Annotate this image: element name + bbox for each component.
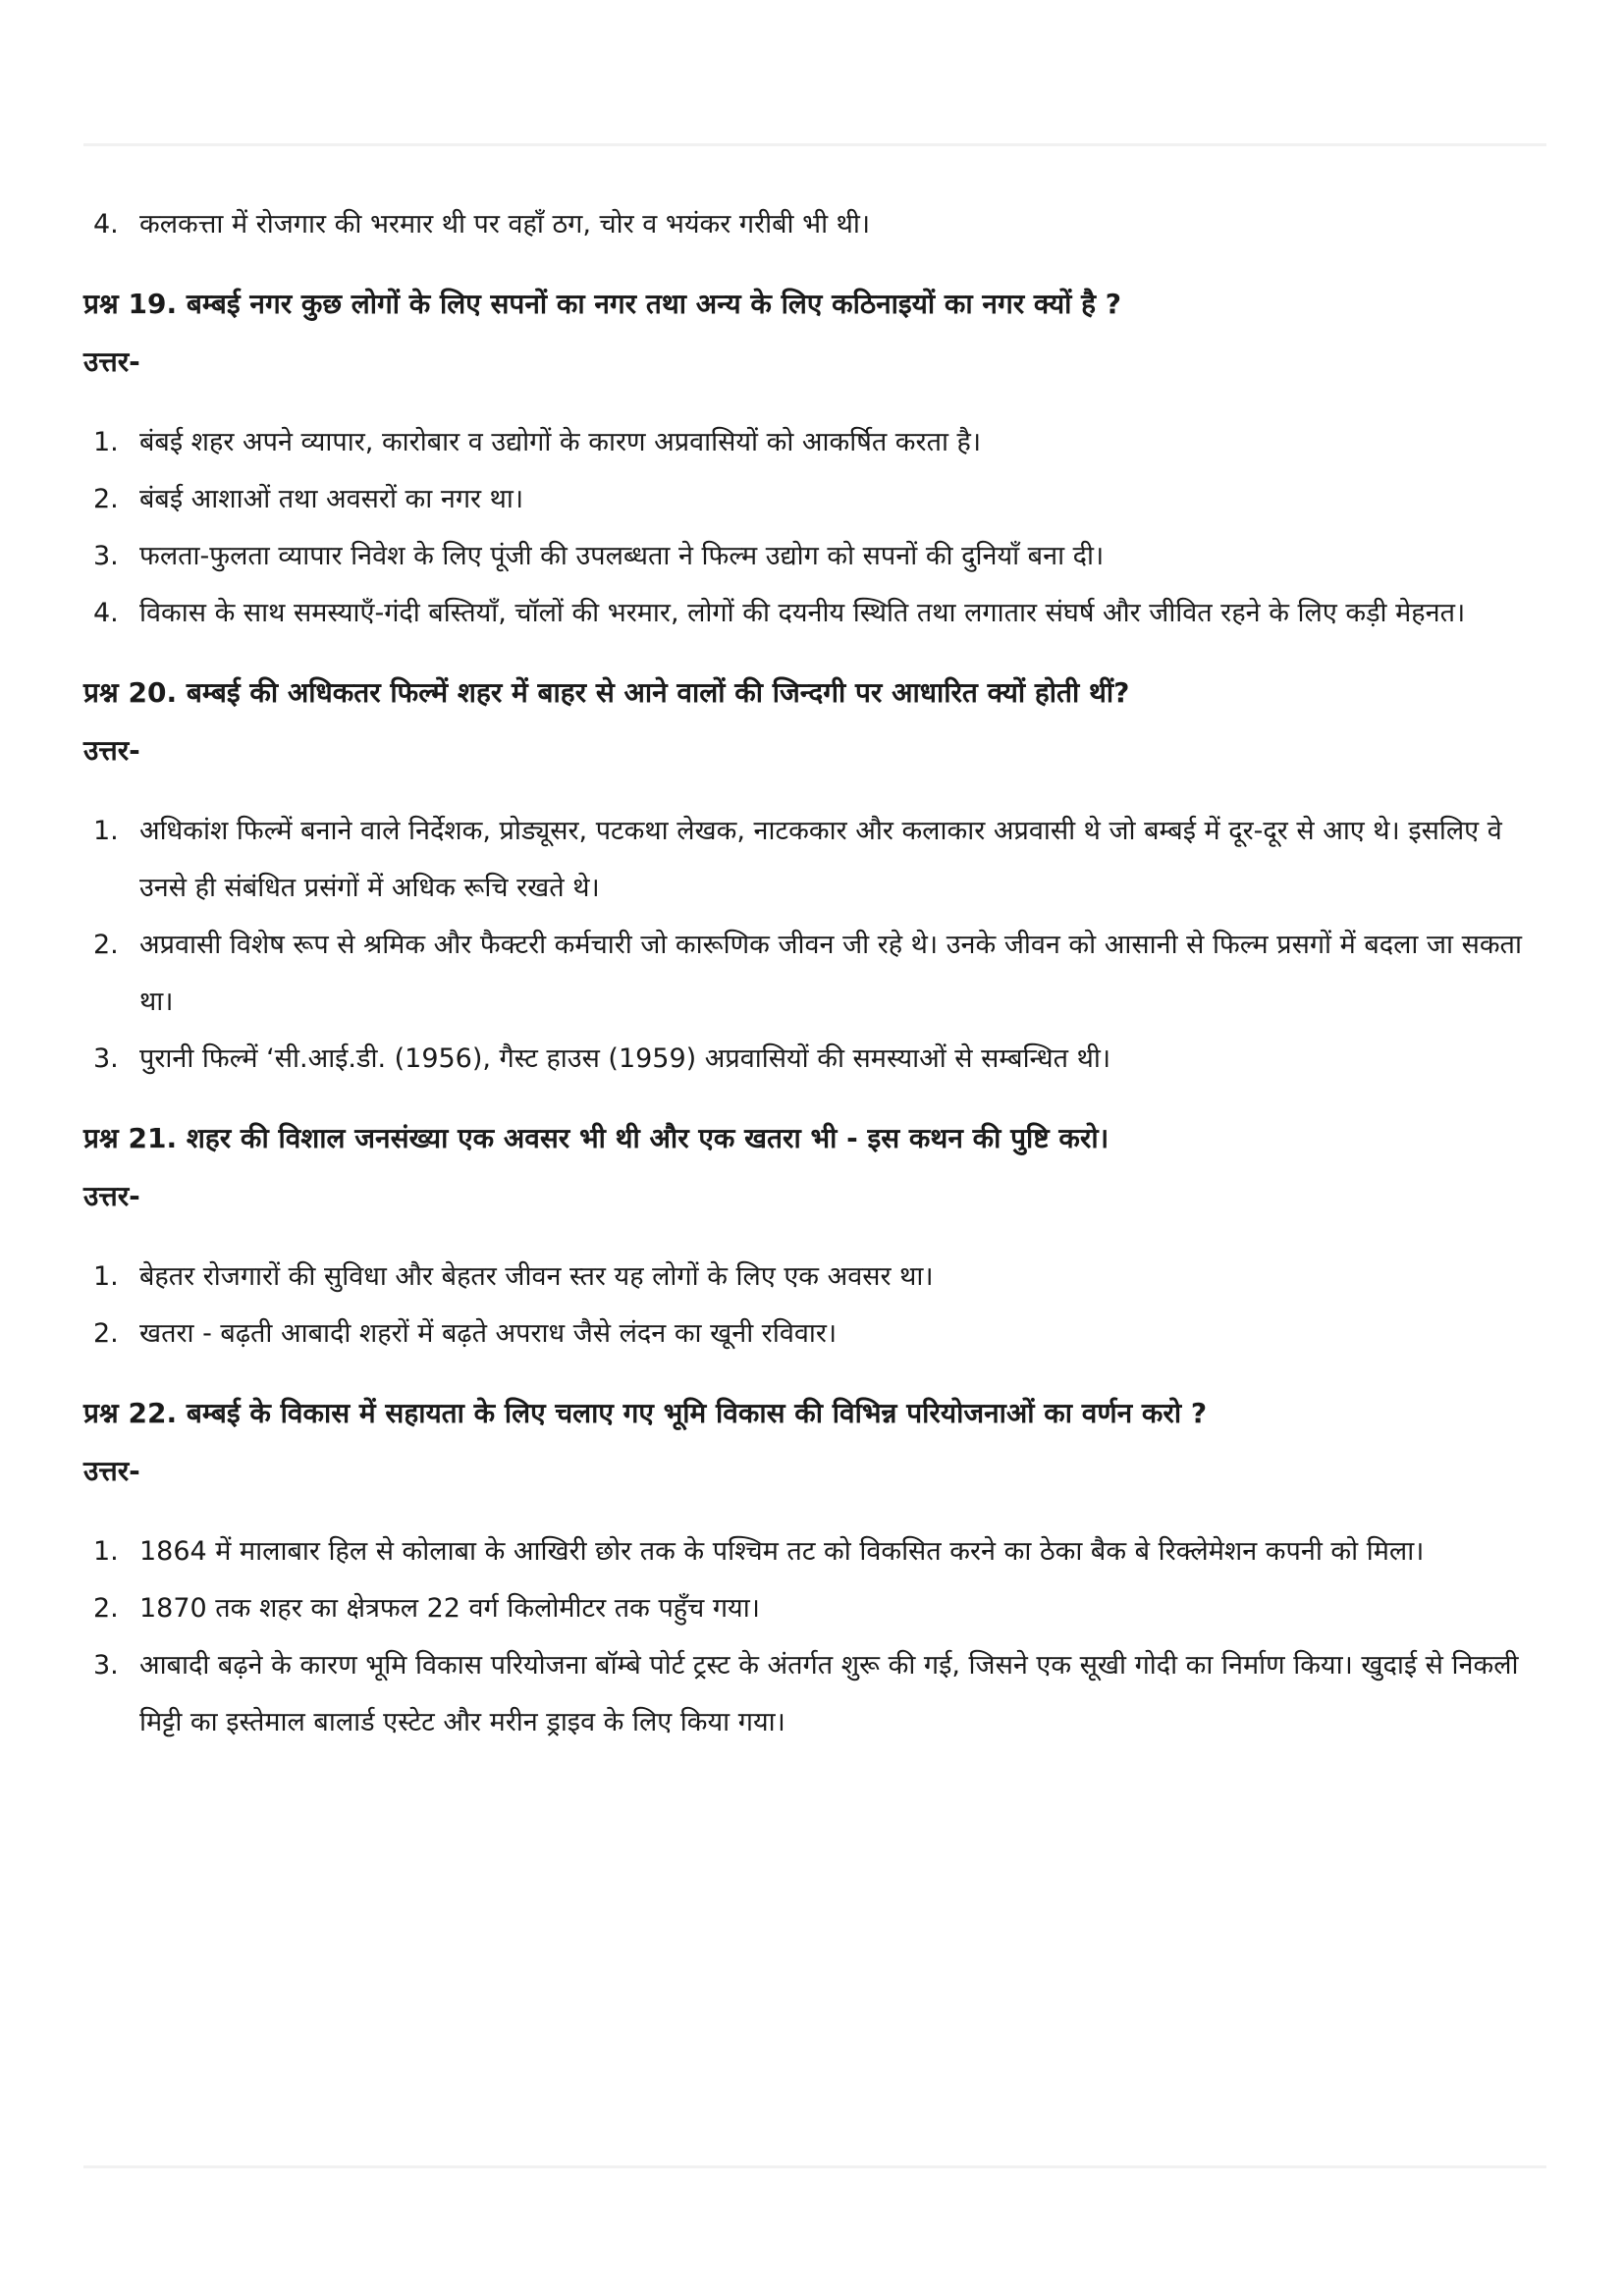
list-item-text: कलकत्ता में रोजगार की भरमार थी पर वहाँ ठग, चोर व भयंकर गरीबी भी थी। xyxy=(139,209,871,240)
answer-list xyxy=(83,414,1546,642)
answer-list xyxy=(83,1523,1546,1751)
list-item xyxy=(83,1523,1546,1580)
page-content xyxy=(83,196,1546,1751)
list-item-number: 3. xyxy=(93,1043,119,1074)
question-heading: प्रश्न 21. शहर की विशाल जनसंख्या एक अवसर भी थी और एक खतरा भी - इस कथन की पुष्टि करो। xyxy=(83,1122,1109,1154)
question-block-19 xyxy=(83,275,1546,642)
list-item xyxy=(83,196,1546,253)
list-item xyxy=(83,1249,1546,1306)
list-item-text: विकास के साथ समस्याएँ-गंदी बस्तियाँ, चॉलों की भरमार, लोगों की दयनीय स्थिति तथा लगातार संघर्ष और जीवित रहने के लिए कड़ी मेहनत। xyxy=(139,598,1466,628)
list-item-text: पुरानी फिल्में ‘सी.आई.डी. (1956), गैस्ट हाउस (1959) अप्रवासियों की समस्याओं से सम्बन्धित थी। xyxy=(139,1043,1111,1074)
list-item xyxy=(83,528,1546,585)
list-item-text: फलता-फुलता व्यापार निवेश के लिए पूंजी की उपलब्धता ने फिल्म उद्योग को सपनों की दुनियाँ बना दी। xyxy=(139,541,1105,571)
list-item-text: अप्रवासी विशेष रूप से श्रमिक और फैक्टरी कर्मचारी जो कारूणिक जीवन जी रहे थे। उनके जीवन को आसानी से फिल्म प्रसगों में बदला जा सकता था। xyxy=(139,930,1522,1017)
list-item-number: 3. xyxy=(93,541,119,571)
list-item-text: बंबई शहर अपने व्यापार, कारोबार व उद्योगों के कारण अप्रवासियों को आकर्षित करता है। xyxy=(139,427,982,457)
list-item-text: आबादी बढ़ने के कारण भूमि विकास परियोजना बॉम्बे पोर्ट ट्रस्ट के अंतर्गत शुरू की गई, जिसने एक सूखी गोदी का निर्माण किया। खुदाई से निकली मिट्टी का इस्तेमाल बालार्ड एस्टेट और मरीन ड्राइव के लिए किया गया। xyxy=(139,1650,1519,1737)
list-item xyxy=(83,471,1546,528)
answer-label: उत्तर- xyxy=(83,1180,140,1212)
list-item-text: 1870 तक शहर का क्षेत्रफल 22 वर्ग किलोमीटर तक पहुँच गया। xyxy=(139,1593,760,1624)
top-divider xyxy=(83,143,1546,146)
list-item xyxy=(83,803,1546,917)
answer-label: उत्तर- xyxy=(83,346,140,378)
list-item xyxy=(83,1580,1546,1637)
question-heading: प्रश्न 20. बम्बई की अधिकतर फिल्में शहर में बाहर से आने वालों की जिन्दगी पर आधारित क्यों होती थीं? xyxy=(83,676,1130,709)
list-item-text: 1864 में मालाबार हिल से कोलाबा के आखिरी छोर तक के पश्चिम तट को विकसित करने का ठेका बैक बे रिक्लेमेशन कपनी को मिला। xyxy=(139,1536,1425,1567)
bottom-divider xyxy=(83,2165,1546,2168)
list-item-number: 2. xyxy=(93,1318,119,1349)
question-heading: प्रश्न 19. बम्बई नगर कुछ लोगों के लिए सपनों का नगर तथा अन्य के लिए कठिनाइयों का नगर क्यों है ? xyxy=(83,288,1121,320)
list-item-number: 2. xyxy=(93,930,119,960)
list-item-number: 1. xyxy=(93,427,119,457)
question-heading: प्रश्न 22. बम्बई के विकास में सहायता के लिए चलाए गए भूमि विकास की विभिन्न परियोजनाओं का वर्णन करो ? xyxy=(83,1397,1208,1429)
continued-answer-list xyxy=(83,196,1546,253)
list-item xyxy=(83,1637,1546,1751)
list-item xyxy=(83,1031,1546,1088)
list-item xyxy=(83,1306,1546,1362)
list-item-number: 2. xyxy=(93,1593,119,1624)
answer-label: उत्तर- xyxy=(83,734,140,767)
list-item-number: 1. xyxy=(93,1536,119,1567)
question-block-21 xyxy=(83,1109,1546,1362)
list-item-number: 4. xyxy=(93,598,119,628)
question-block-20 xyxy=(83,664,1546,1088)
list-item-text: अधिकांश फिल्में बनाने वाले निर्देशक, प्रोड्यूसर, पटकथा लेखक, नाटककार और कलाकार अप्रवासी थे जो बम्बई में दूर-दूर से आए थे। इसलिए वे उनसे ही संबंधित प्रसंगों में अधिक रूचि रखते थे। xyxy=(139,816,1502,903)
list-item-number: 1. xyxy=(93,1261,119,1292)
answer-list xyxy=(83,1249,1546,1362)
list-item-number: 3. xyxy=(93,1650,119,1681)
answer-label: उत्तर- xyxy=(83,1455,140,1487)
question-block-22 xyxy=(83,1384,1546,1751)
list-item-text: खतरा - बढ़ती आबादी शहरों में बढ़ते अपराध जैसे लंदन का खूनी रविवार। xyxy=(139,1318,838,1349)
list-item-number: 4. xyxy=(93,209,119,240)
answer-list xyxy=(83,803,1546,1088)
list-item-number: 1. xyxy=(93,816,119,846)
list-item-text: बेहतर रोजगारों की सुविधा और बेहतर जीवन स्तर यह लोगों के लिए एक अवसर था। xyxy=(139,1261,934,1292)
list-item xyxy=(83,414,1546,471)
list-item xyxy=(83,585,1546,642)
list-item-number: 2. xyxy=(93,484,119,514)
list-item xyxy=(83,917,1546,1031)
list-item-text: बंबई आशाओं तथा अवसरों का नगर था। xyxy=(139,484,524,514)
